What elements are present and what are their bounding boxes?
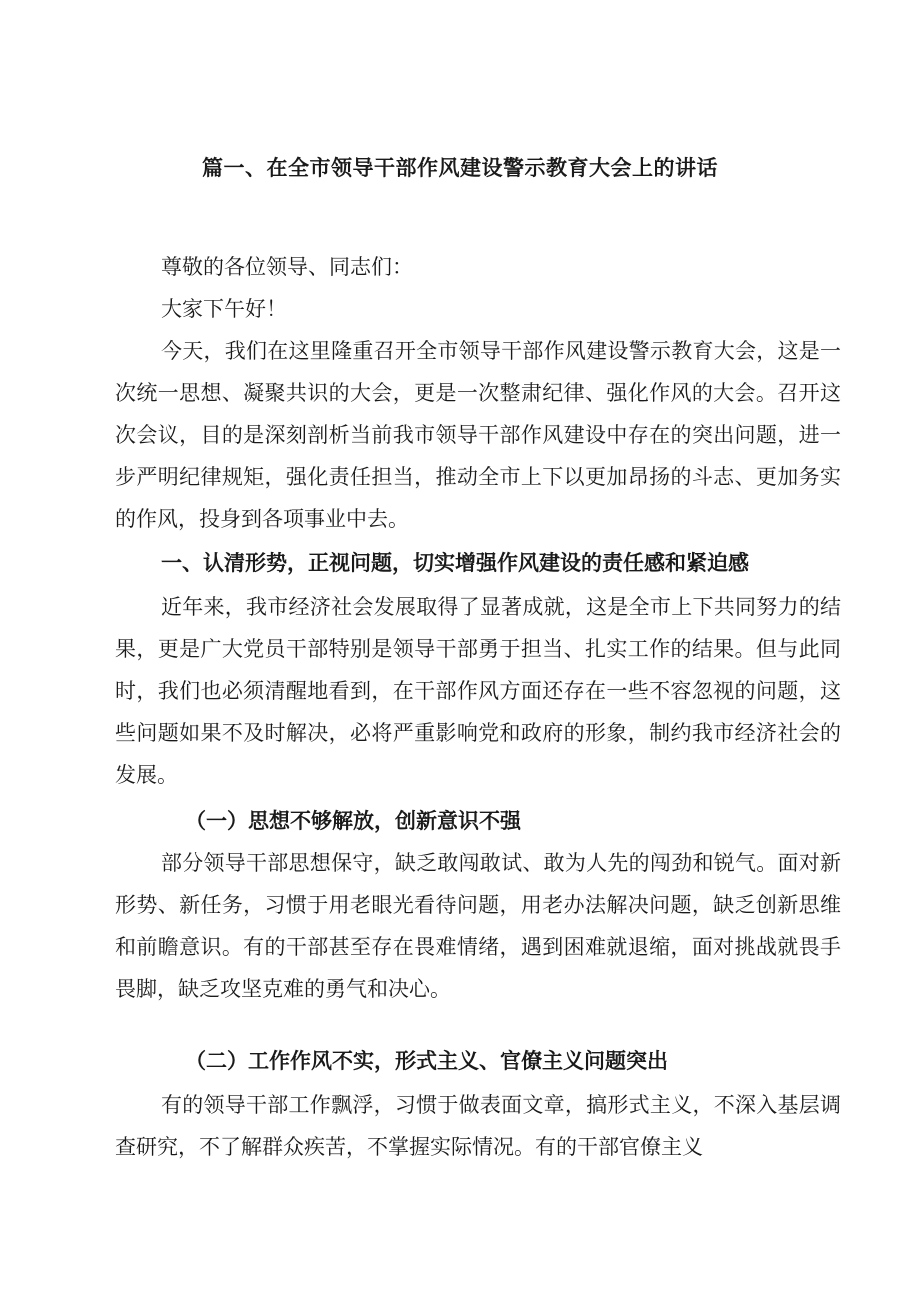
document-title: 篇一、在全市领导干部作风建设警示教育大会上的讲话 <box>202 156 718 180</box>
intro-paragraph: 今天，我们在这里隆重召开全市领导干部作风建设警示教育大会，这是一次统一思想、凝聚共识的大会，更是一次整肃纪律、强化作风的大会。召开这次会议，目的是深刻剖析当前我市领导干部作风建设中存在的突出问题，进一步严明纪律规矩，强化责任担当，推动全市上下以更加昂扬的斗志、更加务实的作风，投身到各项事业中去。 <box>115 339 841 531</box>
salutation: 尊敬的各位领导、同志们： <box>161 255 413 279</box>
sub-heading-1: （一）思想不够解放，创新意识不强 <box>185 808 521 833</box>
sub-2-paragraph: 有的领导干部工作飘浮，习惯于做表面文章，搞形式主义，不深入基层调查研究，不了解群众疾苦，不掌握实际情况。有的干部官僚主义 <box>115 1093 841 1159</box>
sub-heading-2: （二）工作作风不实，形式主义、官僚主义问题突出 <box>185 1048 668 1073</box>
section-1-paragraph: 近年来，我市经济社会发展取得了显著成就，这是全市上下共同努力的结果，更是广大党员干部特别是领导干部勇于担当、扎实工作的结果。但与此同时，我们也必须清醒地看到，在干部作风方面还存在一些不容忽视的问题，这些问题如果不及时解决，必将严重影响党和政府的形象，制约我市经济社会的发展。 <box>115 595 841 787</box>
sub-1-paragraph: 部分领导干部思想保守，缺乏敢闯敢试、敢为人先的闯劲和锐气。面对新形势、新任务，习惯于用老眼光看待问题，用老办法解决问题，缺乏创新思维和前瞻意识。有的干部甚至存在畏难情绪，遇到困难就退缩，面对挑战就畏手畏脚，缺乏攻坚克难的勇气和决心。 <box>115 851 841 1001</box>
section-heading-1: 一、认清形势，正视问题，切实增强作风建设的责任感和紧迫感 <box>161 551 749 575</box>
greeting: 大家下午好！ <box>161 297 287 321</box>
